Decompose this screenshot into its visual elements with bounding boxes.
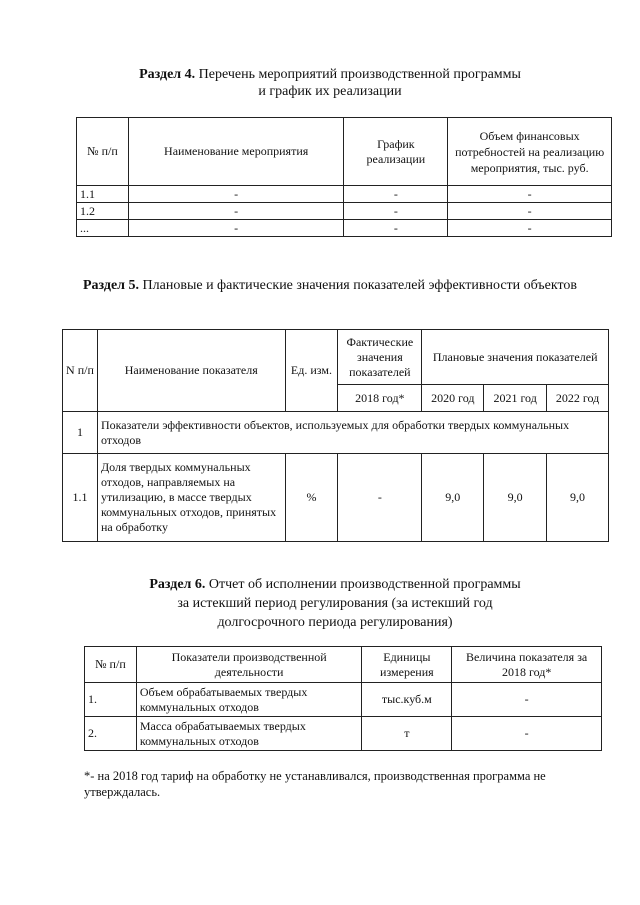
header-cell: 2018 год* (338, 385, 422, 412)
table-row (77, 186, 612, 203)
header-cell: График реализации (344, 118, 448, 186)
table-header-row (85, 647, 602, 683)
table-cell: - (338, 454, 422, 542)
table-cell: - (452, 683, 602, 717)
table-cell: - (452, 717, 602, 751)
table-cell: Масса обрабатываемых твердых коммунальных отходов (136, 717, 362, 751)
table-cell: 9,0 (422, 454, 484, 542)
table-row (85, 717, 602, 751)
header-cell: Показатели производственной деятельности (136, 647, 362, 683)
table-cell: - (448, 220, 612, 237)
table-row (85, 683, 602, 717)
header-cell: Единицы измерения (362, 647, 452, 683)
table-row (63, 412, 609, 454)
header-cell: Наименование мероприятия (128, 118, 344, 186)
table-cell: - (448, 203, 612, 220)
table-cell: 1.1 (77, 186, 129, 203)
table-cell: Объем обрабатываемых твердых коммунальных отходов (136, 683, 362, 717)
section-5-table (62, 329, 609, 542)
table-cell: - (344, 220, 448, 237)
header-cell: Величина показателя за 2018 год* (452, 647, 602, 683)
section-4-table (76, 117, 612, 237)
header-cell: Ед. изм. (285, 330, 338, 412)
table-header-row (63, 330, 609, 385)
table-cell: 1. (85, 683, 137, 717)
section-4-title-line2: и график их реализации (258, 84, 402, 99)
section-6-table (84, 646, 602, 751)
header-cell: 2020 год (422, 385, 484, 412)
table-cell: 2. (85, 717, 137, 751)
table-row (77, 203, 612, 220)
section-5-title (40, 277, 620, 294)
header-cell: № п/п (77, 118, 129, 186)
footnote: *- на 2018 год тариф на обработку не устанавливался, производственная программа не утверждалась. (84, 769, 546, 799)
table-cell: 1 (63, 412, 98, 454)
table-cell: Доля твердых коммунальных отходов, направляемых на утилизацию, в массе твердых коммунальных отходов, принятых на обработку (97, 454, 285, 542)
table-cell: - (128, 186, 344, 203)
header-cell: Фактические значения показателей (338, 330, 422, 385)
section-5-title-bold: Раздел 5. (82, 278, 140, 293)
section-6-title-text: Отчет об исполнении производственной программы (205, 577, 521, 592)
header-cell: 2022 год (547, 385, 609, 412)
table-row (77, 220, 612, 237)
table-cell: - (448, 186, 612, 203)
table-cell: 9,0 (484, 454, 547, 542)
header-cell: Плановые значения показателей (422, 330, 609, 385)
header-cell: № п/п (85, 647, 137, 683)
header-cell: Объем финансовых потребностей на реализацию мероприятия, тыс. руб. (448, 118, 612, 186)
section-5-title-text: Плановые и фактические значения показателей эффективности объектов (139, 278, 578, 293)
table-cell: ... (77, 220, 129, 237)
table-row (63, 454, 609, 542)
table-cell: 9,0 (547, 454, 609, 542)
table-cell: т (362, 717, 452, 751)
section-6-title-line2: за истекший период регулирования (за истекший год (177, 596, 493, 611)
table-cell: % (285, 454, 338, 542)
section-4-title-text: Перечень мероприятий производственной программы (195, 67, 521, 82)
section-4-title-bold: Раздел 4. (139, 67, 196, 82)
table-cell: 1.1 (63, 454, 98, 542)
section-4-title (60, 66, 600, 100)
table-header-row (77, 118, 612, 186)
header-cell: 2021 год (484, 385, 547, 412)
section-6-title (60, 575, 610, 632)
table-cell: - (344, 186, 448, 203)
table-cell: - (344, 203, 448, 220)
section-6-title-bold: Раздел 6. (149, 577, 206, 592)
header-cell: Наименование показателя (97, 330, 285, 412)
header-cell: N п/п (63, 330, 98, 412)
table-cell: Показатели эффективности объектов, используемых для обработки твердых коммунальных отходов (97, 412, 608, 454)
section-6-title-line3: долгосрочного периода регулирования) (217, 615, 453, 630)
table-cell: - (128, 220, 344, 237)
table-cell: 1.2 (77, 203, 129, 220)
table-cell: - (128, 203, 344, 220)
table-cell: тыс.куб.м (362, 683, 452, 717)
